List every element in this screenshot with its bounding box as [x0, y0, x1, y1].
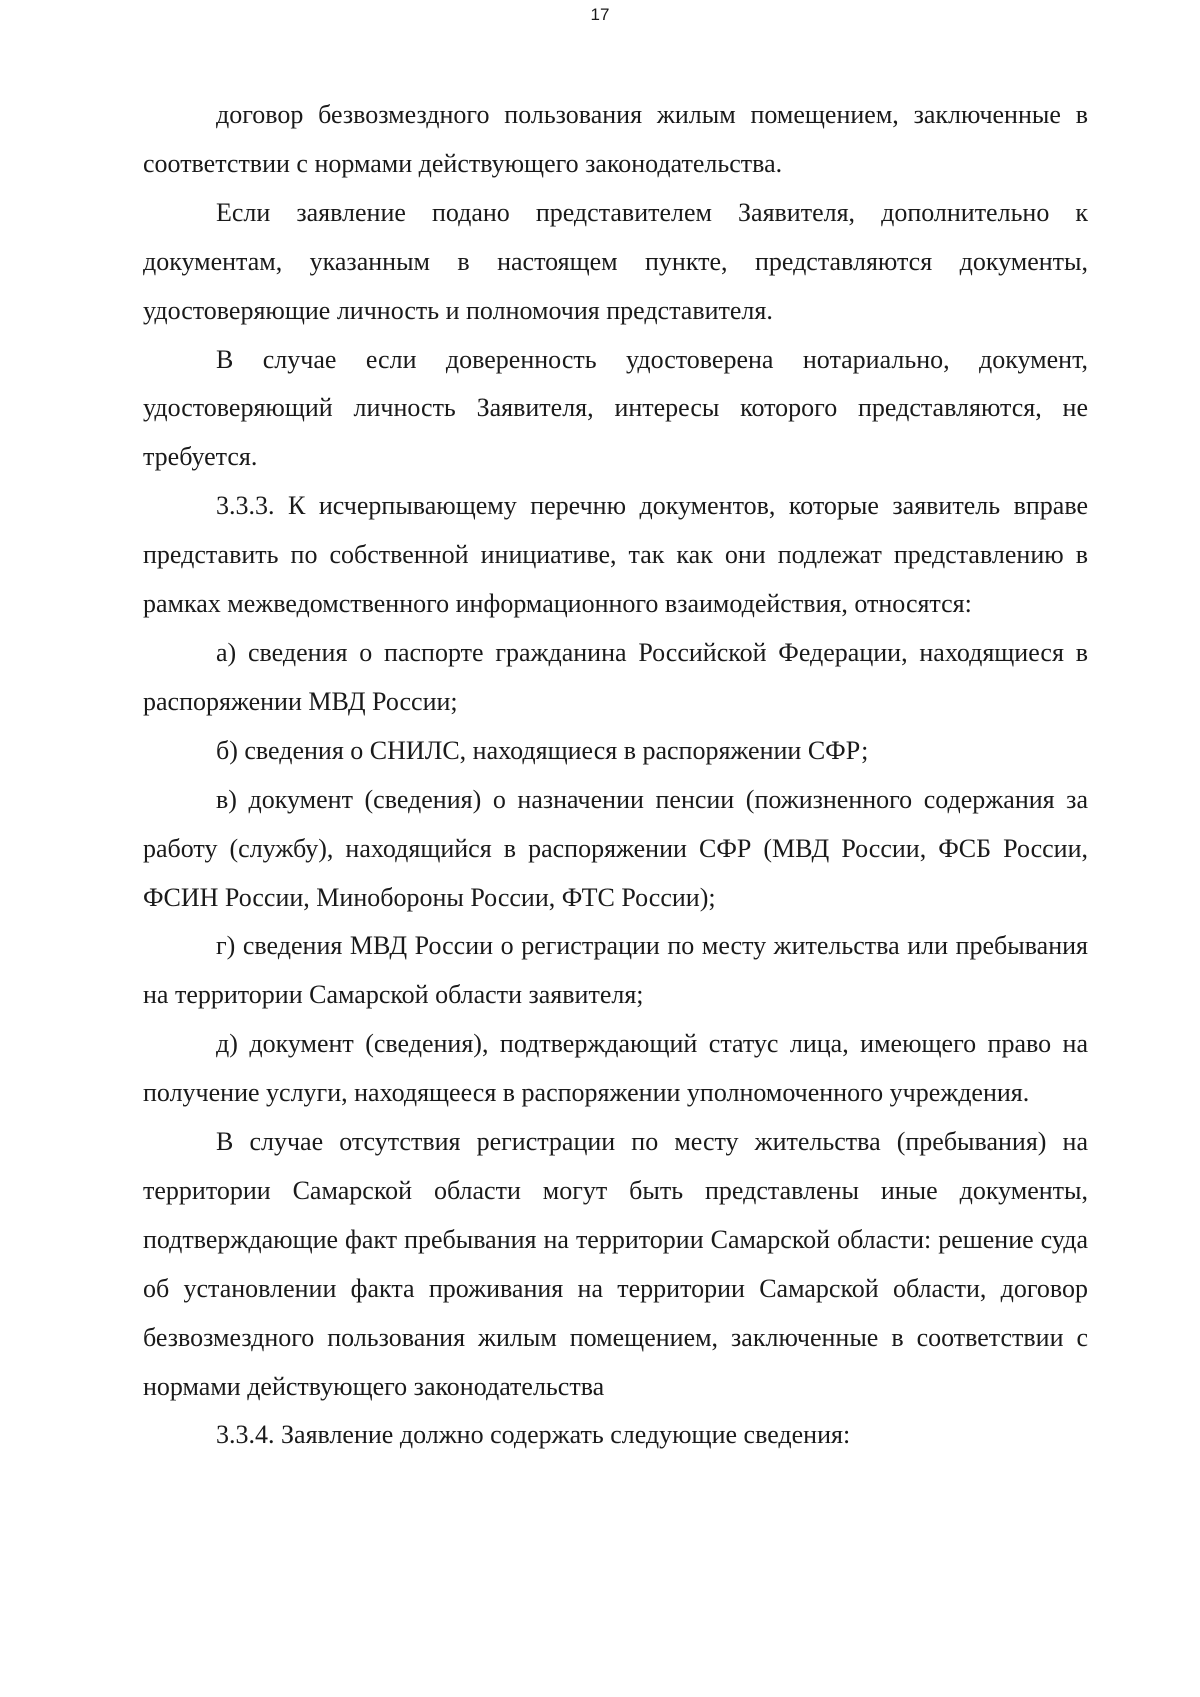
paragraph: 3.3.3. К исчерпывающему перечню документов, которые заявитель вправе представить по собственной инициативе, так как они подлежат представлению в рамках межведомственного информационного взаимодействия, относятся: [143, 491, 1088, 619]
paragraph: д) документ (сведения), подтверждающий статус лица, имеющего право на получение услуги, находящееся в распоряжении уполномоченного учреждения. [143, 1029, 1088, 1108]
document-body [143, 91, 1088, 1460]
paragraph: В случае если доверенность удостоверена нотариально, документ, удостоверяющий личность Заявителя, интересы которого представляются, не требуется. [143, 344, 1088, 472]
paragraph: Если заявление подано представителем Заявителя, дополнительно к документам, указанным в настоящем пункте, представляются документы, удостоверяющие личность и полномочия представителя. [143, 197, 1088, 325]
paragraph: а) сведения о паспорте гражданина Российской Федерации, находящиеся в распоряжении МВД России; [143, 637, 1088, 716]
paragraph: в) документ (сведения) о назначении пенсии (пожизненного содержания за работу (службу), находящийся в распоряжении СФР (МВД России, ФСБ России, ФСИН России, Минобороны России, ФТС России); [143, 784, 1088, 912]
paragraph: В случае отсутствия регистрации по месту жительства (пребывания) на территории Самарской области могут быть представлены иные документы, подтверждающие факт пребывания на территории Самарской области: решение суда об установлении факта проживания на территории Самарской области, договор безвозмездного пользования жилым помещением, заключенные в соответствии с нормами действующего законодательства [143, 1127, 1088, 1401]
paragraph: г) сведения МВД России о регистрации по месту жительства или пребывания на территории Самарской области заявителя; [143, 931, 1088, 1010]
paragraph: б) сведения о СНИЛС, находящиеся в распоряжении СФР; [216, 735, 869, 765]
paragraph: договор безвозмездного пользования жилым помещением, заключенные в соответствии с нормами действующего законодательства. [143, 100, 1088, 178]
page-number: 17 [590, 5, 610, 24]
paragraph: 3.3.4. Заявление должно содержать следующие сведения: [216, 1420, 851, 1450]
